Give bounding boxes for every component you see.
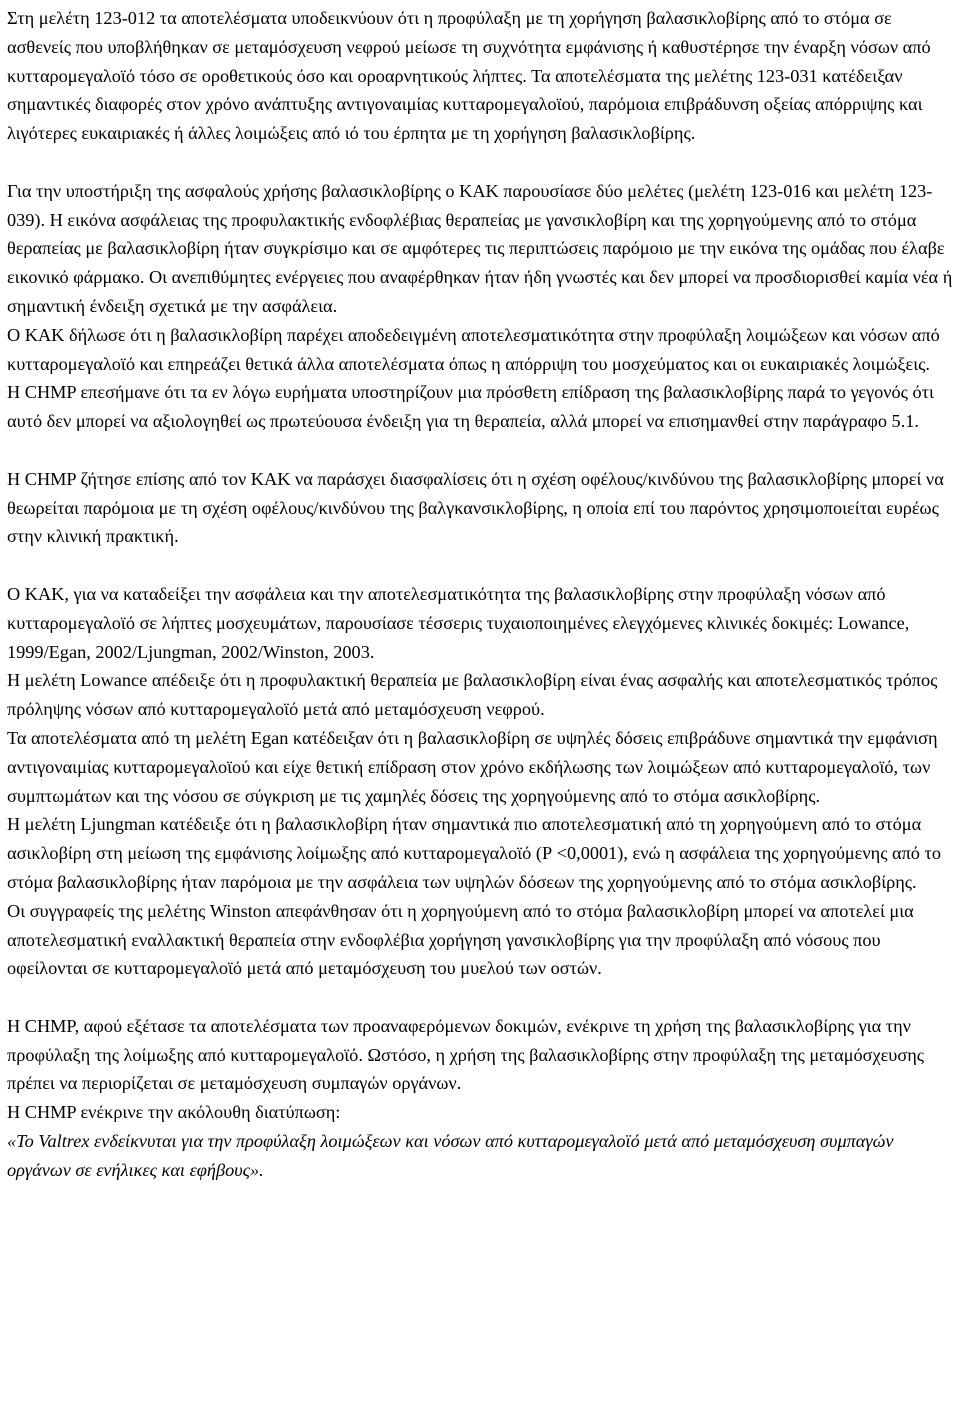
paragraph-gap (7, 983, 953, 1012)
paragraph-chmp-request: Η CHMP ζήτησε επίσης από τον ΚΑΚ να παράσχει διασφαλίσεις ότι η σχέση οφέλους/κινδύνου της βαλασικλοβίρης μπορεί να θεωρείται παρόμοια με τη σχέση οφέλους/κινδύνου της βαλγκανσικλοβίρης, η οποία επί του παρόντος χρησιμοποιείται ευρέως στην κλινική πρακτική. (7, 468, 944, 547)
paragraph-lowance-study: Η μελέτη Lowance απέδειξε ότι η προφυλακτική θεραπεία με βαλασικλοβίρη είναι ένας ασφαλής και αποτελεσματικός τρόπος πρόληψης νόσων από κυτταρομεγαλοϊό μετά από μεταμόσχευση νεφρού. (7, 670, 938, 720)
paragraph-clinical-trials: Ο ΚΑΚ, για να καταδείξει την ασφάλεια και την αποτελεσματικότητα της βαλασικλοβίρης στην προφύλαξη νόσων από κυτταρομεγαλοϊό σε λήπτες μοσχευμάτων, παρουσίασε τέσσερις τυχαιοποιημένες ελεγχόμενες κλινικές δοκιμές: Lowance, 1999/Egan, 2002/Ljungman, 2002/Winston, 2003. (7, 583, 910, 662)
paragraph-ljungman-study: Η μελέτη Ljungman κατέδειξε ότι η βαλασικλοβίρη ήταν σημαντικά πιο αποτελεσματική από τη χορηγούμενη από το στόμα ασικλοβίρη στη μείωση της εμφάνισης λοίμωξης από κυτταρομεγαλοϊό (Ρ <0,0001), ενώ η ασφάλεια της χορηγούμενης από το στόμα βαλασικλοβίρης ήταν παρόμοια με την ασφάλεια των υψηλών δόσεων της χορηγούμενης από το στόμα ασικλοβίρης. (7, 814, 942, 892)
paragraph-chmp-wording-intro: Η CHMP ενέκρινε την ακόλουθη διατύπωση: (7, 1102, 341, 1123)
paragraph-egan-study: Τα αποτελέσματα από τη μελέτη Egan κατέδειξαν ότι η βαλασικλοβίρη σε υψηλές δόσεις επιβράδυνε σημαντικά την εμφάνιση αντιγοναιμίας κυτταρομεγαλοϊού και είχε θετική επίδραση στον χρόνο εκδήλωσης των λοιμώξεων από κυτταρομεγαλοϊό, των συμπτωμάτων και της νόσου σε σύγκριση με τις χαμηλές δόσεις της χορηγούμενης από το στόμα ασικλοβίρης. (7, 727, 938, 806)
paragraph-gap (7, 436, 953, 465)
document-page (7, 4, 953, 1185)
paragraph-gap (7, 551, 953, 580)
paragraph-winston-study: Οι συγγραφείς της μελέτης Winston απεφάνθησαν ότι η χορηγούμενη από το στόμα βαλασικλοβίρη μπορεί να αποτελεί μια αποτελεσματική εναλλακτική θεραπεία στην ενδοφλέβια χορήγηση γανσικλοβίρης για την προφύλαξη από νόσους που οφείλονται σε κυτταρομεγαλοϊό μετά από μεταμόσχευση του μυελού των οστών. (7, 900, 914, 979)
paragraph-chmp-noted: Η CHMP επεσήμανε ότι τα εν λόγω ευρήματα υποστηρίζουν μια πρόσθετη επίδραση της βαλασικλοβίρης παρά το γεγονός ότι αυτό δεν μπορεί να αξιολογηθεί ως πρωτεύουσα ένδειξη για τη θεραπεία, αλλά μπορεί να επισημανθεί στην παράγραφο 5.1. (7, 382, 934, 432)
paragraph-gap (7, 148, 953, 177)
paragraph-safety-studies: Για την υποστήριξη της ασφαλούς χρήσης βαλασικλοβίρης ο ΚΑΚ παρουσίασε δύο μελέτες (μελέτη 123-016 και μελέτη 123-039). Η εικόνα ασφάλειας της προφυλακτικής ενδοφλέβιας θεραπείας με γανσικλοβίρη και της χορηγούμενης από το στόμα θεραπείας με βαλασικλοβίρη ήταν συγκρίσιμο και σε αμφότερες τις περιπτώσεις παρόμοιο με την εικόνα της ομάδας που έλαβε εικονικό φάρμακο. Οι ανεπιθύμητες ενέργειες που αναφέρθηκαν ήταν ήδη γνωστές και δεν μπορεί να προσδιορισθεί καμία νέα ή σημαντική ένδειξη σχετικά με την ασφάλεια. (7, 180, 953, 316)
paragraph-chmp-approval: Η CHMP, αφού εξέτασε τα αποτελέσματα των προαναφερόμενων δοκιμών, ενέκρινε τη χρήση της βαλασικλοβίρης για την προφύλαξη της λοίμωξης από κυτταρομεγαλοϊό. Ωστόσο, η χρήση της βαλασικλοβίρης στην προφύλαξη της μεταμόσχευσης πρέπει να περιορίζεται σε μεταμόσχευση συμπαγών οργάνων. (7, 1015, 925, 1094)
paragraph-study-123-012: Στη μελέτη 123-012 τα αποτελέσματα υποδεικνύουν ότι η προφύλαξη με τη χορήγηση βαλασικλοβίρης από το στόμα σε ασθενείς που υποβλήθηκαν σε μεταμόσχευση νεφρού μείωσε τη συχνότητα εμφάνισης ή καθυστέρησε την έναρξη νόσων από κυτταρομεγαλοϊό τόσο σε οροθετικούς όσο και οροαρνητικούς λήπτες. Τα αποτελέσματα της μελέτης 123-031 κατέδειξαν σημαντικές διαφορές στον χρόνο ανάπτυξης αντιγοναιμίας κυτταρομεγαλοϊού, παρόμοια επιβράδυνση οξείας απόρριψης και λιγότερες ευκαιριακές ή άλλες λοιμώξεις από ιό του έρπητα με τη χορήγηση βαλασικλοβίρης. (7, 8, 931, 144)
paragraph-kak-statement: Ο ΚΑΚ δήλωσε ότι η βαλασικλοβίρη παρέχει αποδεδειγμένη αποτελεσματικότητα στην προφύλαξη λοιμώξεων και νόσων από κυτταρομεγαλοϊό και επηρεάζει θετικά άλλα αποτελέσματα όπως η απόρριψη του μοσχεύματος και οι ευκαιριακές λοιμώξεις. (7, 324, 940, 374)
paragraph-approved-wording: «Το Valtrex ενδείκνυται για την προφύλαξη λοιμώξεων και νόσων από κυτταρομεγαλοϊό μετά από μεταμόσχευση συμπαγών οργάνων σε ενήλικες και εφήβους». (7, 1131, 894, 1180)
